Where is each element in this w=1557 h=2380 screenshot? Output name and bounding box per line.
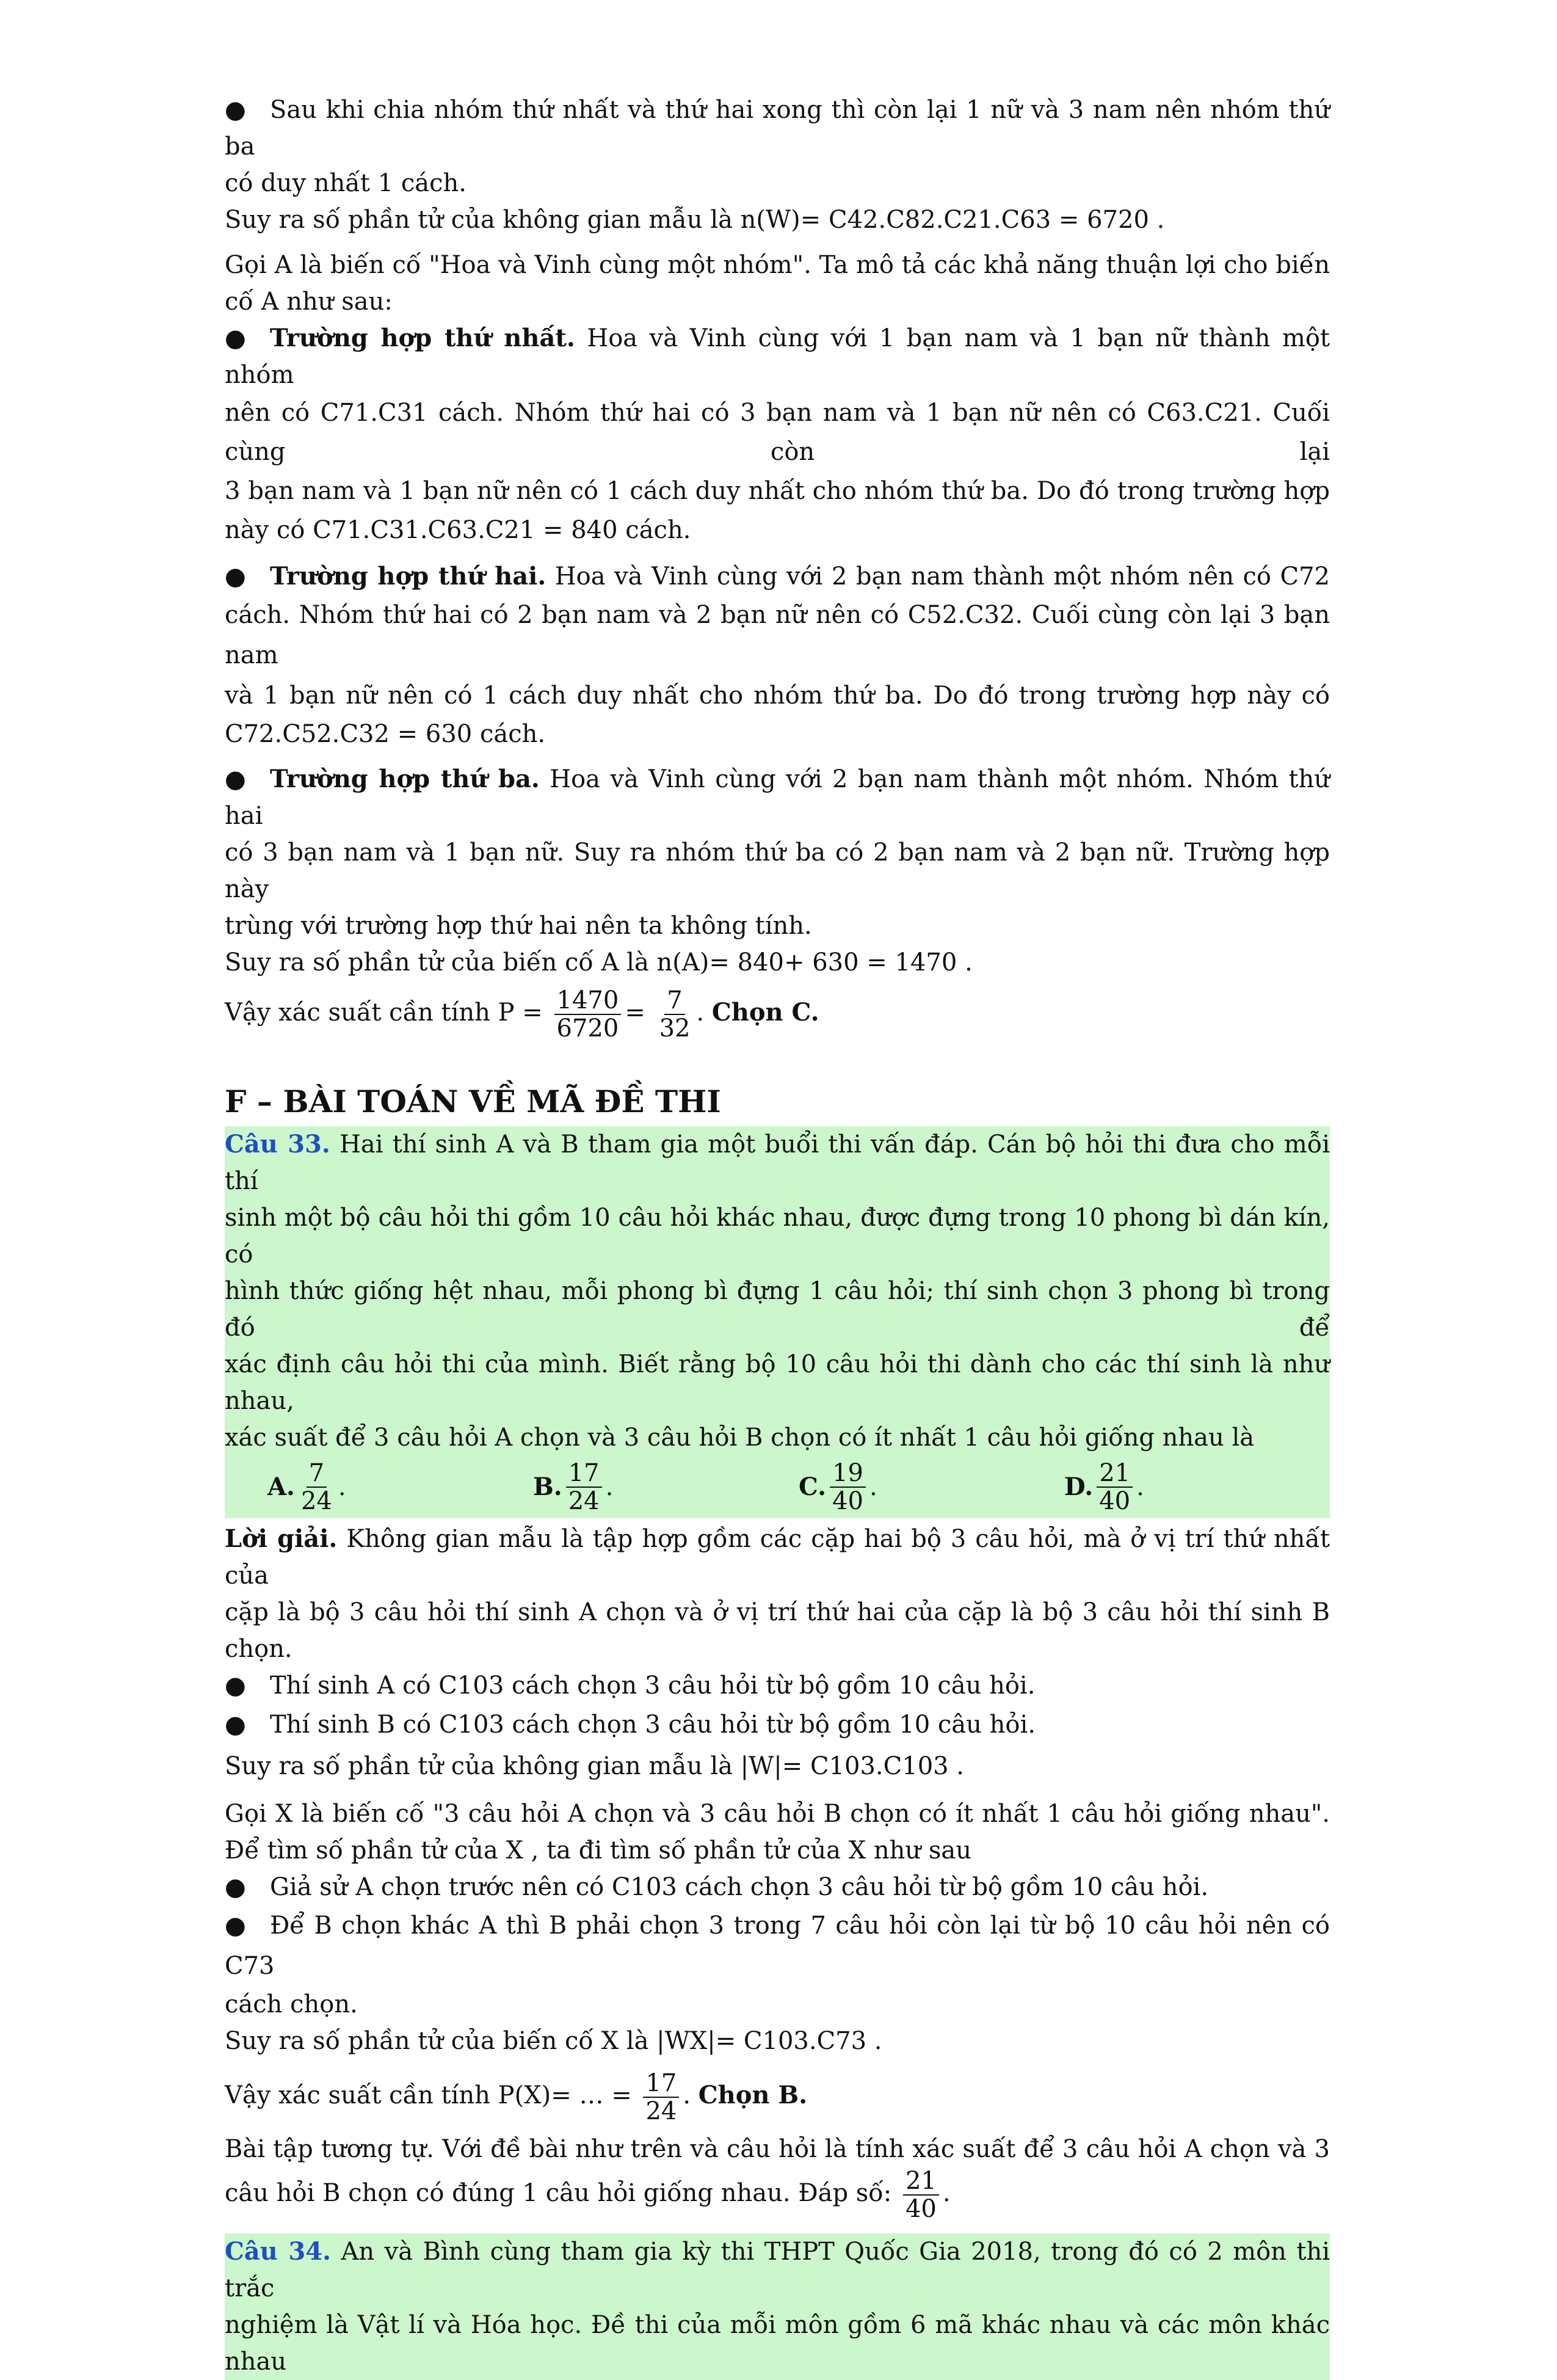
solution-intro: Lời giải. Không gian mẫu là tập hợp gồm các cặp hai bộ 3 câu hỏi, mà ở vị trí thứ nhất của xyxy=(225,1524,1330,1590)
text-line: cặp là bộ 3 câu hỏi thí sinh A chọn và ở vị trí thứ hai của cặp là bộ 3 câu hỏi thí sinh B chọn. xyxy=(225,1598,1330,1663)
question-34 xyxy=(225,2233,1330,2380)
text-line: Câu 33. Hai thí sinh A và B tham gia một buổi thi vấn đáp. Cán bộ hỏi thi đưa cho mỗi thí xyxy=(225,1130,1330,1195)
text-line: ● Giả sử A chọn trước nên có C103 cách chọn 3 câu hỏi từ bộ gồm 10 câu hỏi. xyxy=(225,1873,1209,1901)
text-line: ● Sau khi chia nhóm thứ nhất và thứ hai xong thì còn lại 1 nữ và 3 nam nên nhóm thứ ba xyxy=(225,96,1330,161)
fraction: $\frac{7}{32}$ xyxy=(659,986,691,1043)
text-line: C72.C52.C32 = 630 cách. xyxy=(225,720,546,748)
choice-a[interactable]: A. $\frac{7}{24}$ . xyxy=(267,1459,346,1515)
case-1: ● Trường hợp thứ nhất. Hoa và Vinh cùng với 1 bạn nam và 1 bạn nữ thành một nhóm xyxy=(225,324,1330,389)
case-2: ● Trường hợp thứ hai. Hoa và Vinh cùng với 2 bạn nam thành một nhóm nên có C72 xyxy=(225,562,1330,591)
answer-choices xyxy=(225,1456,1330,1518)
text-line: có 3 bạn nam và 1 bạn nữ. Suy ra nhóm thứ ba có 2 bạn nam và 2 bạn nữ. Trường hợp này xyxy=(225,839,1330,903)
text-line: cách chọn. xyxy=(225,1990,358,2018)
fraction: $\frac{21}{40}$ xyxy=(903,2167,939,2222)
text-line: có duy nhất 1 cách. xyxy=(225,169,466,197)
text-line: ● Thí sinh A có C103 cách chọn 3 câu hỏi từ bộ gồm 10 câu hỏi. xyxy=(225,1672,1036,1700)
text-line: nghiệm là Vật lí và Hóa học. Đề thi của mỗi môn gồm 6 mã khác nhau và các môn khác nhau xyxy=(225,2311,1330,2376)
fraction: $\frac{1470}{6720}$ xyxy=(554,987,622,1042)
choice-b[interactable]: B. $\frac{17}{24}$ . xyxy=(533,1459,614,1515)
probability-result: Vậy xác suất cần tính P(X)= … = $\frac{17}{24}$ . Chọn B. xyxy=(225,2069,808,2125)
text-line: hình thức giống hệt nhau, mỗi phong bì đựng 1 câu hỏi; thí sinh chọn 3 phong bì trong đó để xyxy=(225,1277,1330,1342)
text-line: và 1 bạn nữ nên có 1 cách duy nhất cho nhóm thứ ba. Do đó trong trường hợp này có xyxy=(225,682,1330,710)
text-line: ● Thí sinh B có C103 cách chọn 3 câu hỏi từ bộ gồm 10 câu hỏi. xyxy=(225,1711,1036,1739)
text-line: này có C71.C31.C63.C21 = 840 cách. xyxy=(225,516,691,544)
text-line: Để tìm số phần tử của X , ta đi tìm số phần tử của X như sau xyxy=(225,1836,972,1865)
text-line: Gọi X là biến cố "3 câu hỏi A chọn và 3 câu hỏi B chọn có ít nhất 1 câu hỏi giống nhau". xyxy=(225,1800,1330,1828)
text-line: trùng với trường hợp thứ hai nên ta không tính. xyxy=(225,912,812,940)
choice-c[interactable]: C. $\frac{19}{40}$ . xyxy=(799,1459,877,1515)
text-line: Câu 34. An và Bình cùng tham gia kỳ thi THPT Quốc Gia 2018, trong đó có 2 môn thi trắc xyxy=(225,2237,1330,2302)
text-line: sinh một bộ câu hỏi thi gồm 10 câu hỏi khác nhau, được đựng trong 10 phong bì dán kín, có xyxy=(225,1204,1330,1268)
text-line: Bài tập tương tự. Với đề bài như trên và câu hỏi là tính xác suất để 3 câu hỏi A chọn và 3 xyxy=(225,2135,1330,2163)
case-3: ● Trường hợp thứ ba. Hoa và Vinh cùng với 2 bạn nam thành một nhóm. Nhóm thứ hai xyxy=(225,765,1330,830)
probability-result: Vậy xác suất cần tính P = $\frac{1470}{6720}$ = $\frac{7}{32}$ . Chọn C. xyxy=(225,986,819,1043)
choice-d[interactable]: D. $\frac{21}{40}$ . xyxy=(1064,1459,1144,1515)
text-line: câu hỏi B chọn có đúng 1 câu hỏi giống nhau. Đáp số: $\frac{21}{40}$ . xyxy=(225,2167,951,2223)
text-line: ● Để B chọn khác A thì B phải chọn 3 trong 7 câu hỏi còn lại từ bộ 10 câu hỏi nên có C73 xyxy=(225,1912,1330,1980)
text-line: Suy ra số phần tử của biến cố A là n(A)= 840+ 630 = 1470 . xyxy=(225,948,973,977)
text-line: Suy ra số phần tử của không gian mẫu là |W|= C103.C103 . xyxy=(225,1752,965,1780)
question-33 xyxy=(225,1126,1330,1518)
fraction: $\frac{17}{24}$ xyxy=(643,2070,679,2125)
text-line: cách. Nhóm thứ hai có 2 bạn nam và 2 bạn nữ nên có C52.C32. Cuối cùng còn lại 3 bạn nam xyxy=(225,601,1330,669)
text-line: nên có C71.C31 cách. Nhóm thứ hai có 3 bạn nam và 1 bạn nữ nên có C63.C21. Cuối cùng còn lại xyxy=(225,399,1330,466)
text-line: 3 bạn nam và 1 bạn nữ nên có 1 cách duy nhất cho nhóm thứ ba. Do đó trong trường hợp xyxy=(225,477,1330,505)
text-line: Suy ra số phần tử của biến cố X là |WX|= C103.C73 . xyxy=(225,2027,882,2055)
text-line: cố A như sau: xyxy=(225,288,393,316)
section-heading: F – BÀI TOÁN VỀ MÃ ĐỀ THI xyxy=(225,1083,721,1119)
text-line: Suy ra số phần tử của không gian mẫu là n(W)= C42.C82.C21.C63 = 6720 . xyxy=(225,206,1165,234)
text-line: xác suất để 3 câu hỏi A chọn và 3 câu hỏi B chọn có ít nhất 1 câu hỏi giống nhau là xyxy=(225,1424,1255,1452)
text-line: Gọi A là biến cố "Hoa và Vinh cùng một nhóm". Ta mô tả các khả năng thuận lợi cho biến xyxy=(225,251,1330,279)
text-line: xác định câu hỏi thi của mình. Biết rằng bộ 10 câu hỏi thi dành cho các thí sinh là như nhau, xyxy=(225,1350,1330,1415)
document-page xyxy=(225,92,1330,2380)
